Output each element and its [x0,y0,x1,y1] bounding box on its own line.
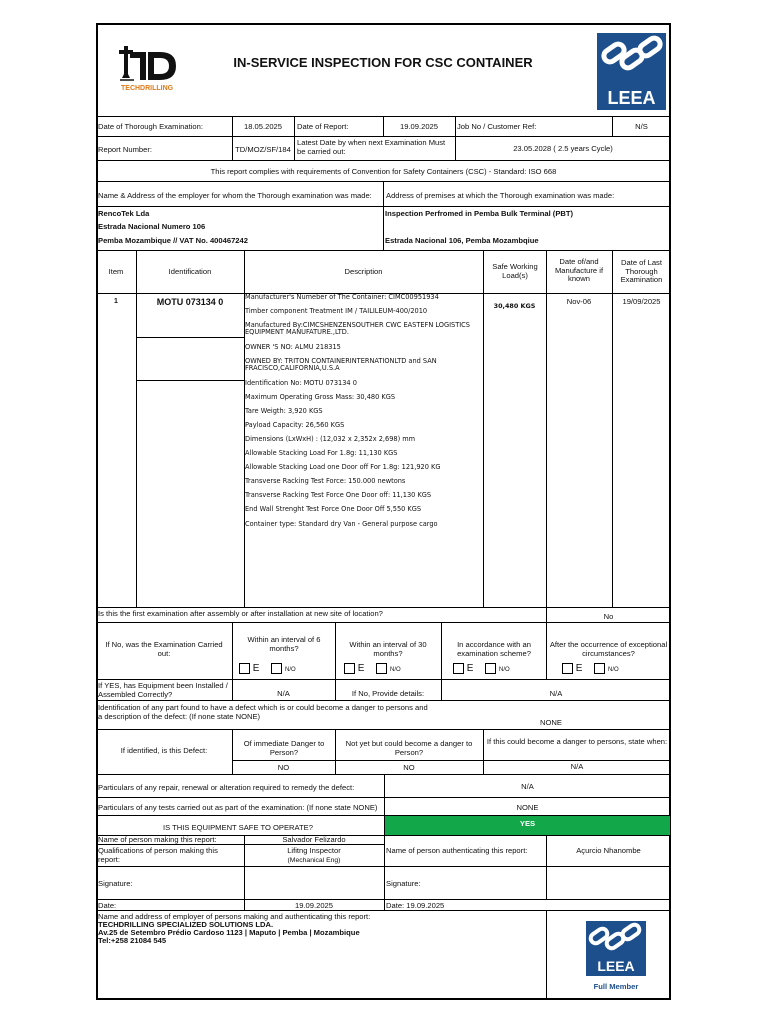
no-mark: N/O [390,667,401,674]
date-label: Date: [98,901,117,910]
if-identified-label: If identified, is this Defect: [120,746,208,755]
no-checkbox[interactable] [485,663,496,674]
auth-value: Açurcio Nhanombe [576,846,641,855]
techdrilling-logo-text: TECHDRILLING [121,85,174,92]
date-report-label: Date of Report: [297,122,349,131]
description-line: Payload Capacity: 26,560 KGS [245,421,345,429]
safe-question: IS THIS EQUIPMENT SAFE TO OPERATE? [163,823,313,832]
details-value: N/A [549,689,563,698]
col-last-exam: Date of Last Thorough Examination [620,258,663,285]
description-line: Transverse Racking Test Force: 150.000 newtons [245,477,406,485]
description-line: Container type: Standard dry Van - General purpose cargo [245,520,438,528]
description-line: Allowable Stacking Load For 1.8g: 11,130 KGS [245,449,398,457]
yes-mark: E [357,663,365,675]
if-yes-label: If YES, has Equipment been Installed / Assembled Correctly? [98,681,228,699]
description-line: Manufactured By:CIMCSHENZENSOUTHER CWC EASTEFN LOGISTICS EQUIPMENT MANUFATURE.,LTD. [245,321,470,337]
premises-label: Address of premises at which the Thorough examination was made: [386,191,615,200]
footer-address: Av.25 de Setembro Prédio Cardoso 1123 | Maputo | Pemba | Mozambique [98,928,360,937]
manufacture-value: Nov-06 [566,297,592,306]
employer-line-3: Pemba Mozambique // VAT No. 400467242 [98,236,248,245]
identification-value: MOTU 073134 0 [156,297,224,307]
description-line: OWNER 'S NO: ALMU 218315 [245,343,341,351]
tests-value: NONE [516,803,539,812]
description-line: Tare Weigth: 3,920 KGS [245,407,323,415]
immediate-danger-label: Of immediate Danger to Person? [243,739,325,757]
job-value: N/S [635,122,648,131]
report-number-value: TD/MOZ/SF/184 [235,145,291,154]
item-number: 1 [114,298,118,305]
techdrilling-logo [116,40,184,96]
swl-value: 30,480 KGS [493,302,536,310]
description-line: Allowable Stacking Load one Door off For 1.8g: 121,920 KG [245,463,441,471]
signature-label-right: Signature: [386,879,421,888]
date-exam-label: Date of Thorough Examination: [98,122,203,131]
col-identification: Identification [168,267,212,276]
no-checkbox[interactable] [271,663,282,674]
date-exam-value: 18.05.2025 [243,122,282,131]
description-line: Transverse Racking Test Force One Door off: 11,130 KGS [245,491,432,499]
tests-label: Particulars of any tests carried out as part of the examination: (If none state NONE) [98,803,378,812]
employer-line-2: Estrada Nacional Numero 106 [98,222,206,231]
full-member-caption: Full Member [593,982,639,991]
qualification-value: Lifitng Inspector [287,846,341,855]
immediate-danger-value: NO [277,763,290,772]
yes-checkbox[interactable] [344,663,355,674]
col-swl: Safe Working Load(s) [492,262,538,280]
checkbox-group [453,663,510,674]
yes-checkbox[interactable] [562,663,573,674]
page-title: IN-SERVICE INSPECTION FOR CSC CONTAINER [233,55,533,70]
state-when-value: N/A [570,762,584,771]
leea-member-badge-text: LEEA [597,958,635,974]
next-exam-label: Latest Date by when next Examination Must be carried out: [297,138,446,156]
defect-question: Identification of any part found to have a defect which is or could become a danger to persons and a description of the defect: (If none state NONE) [98,703,428,721]
yes-mark: E [252,663,260,675]
checkbox-group [239,663,296,674]
option-6-months: Within an interval of 6 months? [247,635,321,653]
if-no-label: If No, was the Examination Carried out: [105,640,223,658]
yes-mark: E [466,663,474,675]
description-line: Manufacturer's Numeber of The Container: CIMC00951934 [245,293,439,301]
date-report-value: 19.09.2025 [399,122,438,131]
checkbox-group [562,663,619,674]
report-number-label: Report Number: [98,145,153,154]
col-item: Item [108,267,124,276]
date-value: 19.09.2025 [294,901,333,910]
state-when-label: If this could become a danger to persons, state when: [486,737,668,746]
leea-logo-text: LEEA [607,88,656,108]
description-line: OWNED BY: TRITON CONTAINERINTERNATIONLTD and SAN FRACISCO,CALIFORNIA,U.S.A [245,357,437,373]
auth-label: Name of person authenticating this report: [386,846,528,855]
chain-icon [597,33,666,85]
chain-icon [586,921,646,957]
col-manufacture: Date of/and Manufacture if known [554,257,604,284]
maker-value: Salvador Felizardo [282,835,346,844]
description-line: End Wall Strenght Test Force One Door Off 5,550 KGS [245,505,422,513]
employer-label: Name & Address of the employer for whom the Thorough examination was made: [98,191,372,200]
yes-mark: E [575,663,583,675]
description-line: Maximum Operating Gross Mass: 30,480 KGS [245,393,396,401]
footer-label: Name and address of employer of persons making and authenticating this report: [98,912,371,921]
yes-checkbox[interactable] [239,663,250,674]
description-line: Identification No: MOTU 073134 0 [245,379,357,387]
qualification-label: Qualifications of person making this report: [98,846,218,864]
defect-answer: NONE [540,718,562,727]
repair-value: N/A [521,782,534,791]
footer-tel: Tel:+258 21084 545 [98,936,167,945]
leea-member-badge [586,921,646,976]
next-exam-value: 23.05.2028 ( 2.5 years Cycle) [513,144,613,153]
employer-line-1: RencoTek Lda [98,209,150,218]
option-scheme: In accordance with an examination scheme? [457,640,531,658]
first-exam-answer: No [603,612,614,621]
no-mark: N/O [499,667,510,674]
maker-label: Name of person making this report: [98,835,217,844]
leea-logo [597,33,666,110]
if-yes-value: N/A [277,689,290,698]
not-yet-danger-label: Not yet but could become a danger to Person? [345,739,473,757]
col-description: Description [344,267,383,276]
compliance-note: This report complies with requirements of Convention for Safety Containers (CSC) - Standard: ISO 668 [210,167,557,176]
repair-label: Particulars of any repair, renewal or alteration required to remedy the defect: [98,783,355,792]
job-label: Job No / Customer Ref: [457,122,537,131]
description-line: Timber component Treatment IM / TAILILEUM-400/2010 [245,307,428,315]
option-30-months: Within an interval of 30 months? [349,640,427,658]
last-exam-value: 19/09/2025 [622,297,661,306]
signature-label-left: Signature: [98,879,133,888]
date-right: Date: 19.09.2025 [386,901,445,910]
premises-line-1: Inspection Perfromed in Pemba Bulk Terminal (PBT) [385,209,574,218]
no-checkbox[interactable] [594,663,605,674]
description-line: Dimensions (LxWxH) : (12,032 x 2,352x 2,698) mm [245,435,416,443]
footer-company: TECHDRILLING SPECIALIZED SOLUTIONS LDA. [98,920,274,929]
option-exceptional: After the occurrence of exceptional circumstances? [549,640,668,658]
no-mark: N/O [285,667,296,674]
checkbox-group [344,663,401,674]
yes-checkbox[interactable] [453,663,464,674]
safe-answer: YES [519,819,536,828]
not-yet-danger-value: NO [403,763,415,772]
no-mark: N/O [608,667,619,674]
details-label: If No, Provide details: [351,689,425,698]
no-checkbox[interactable] [376,663,387,674]
qualification-detail: (Mechanical Eng) [287,857,341,864]
premises-line-2: Estrada Nacional 106, Pemba Mozambqiue [385,236,539,245]
first-exam-question: Is this the first examination after assembly or after installation at new site of location? [98,609,383,618]
